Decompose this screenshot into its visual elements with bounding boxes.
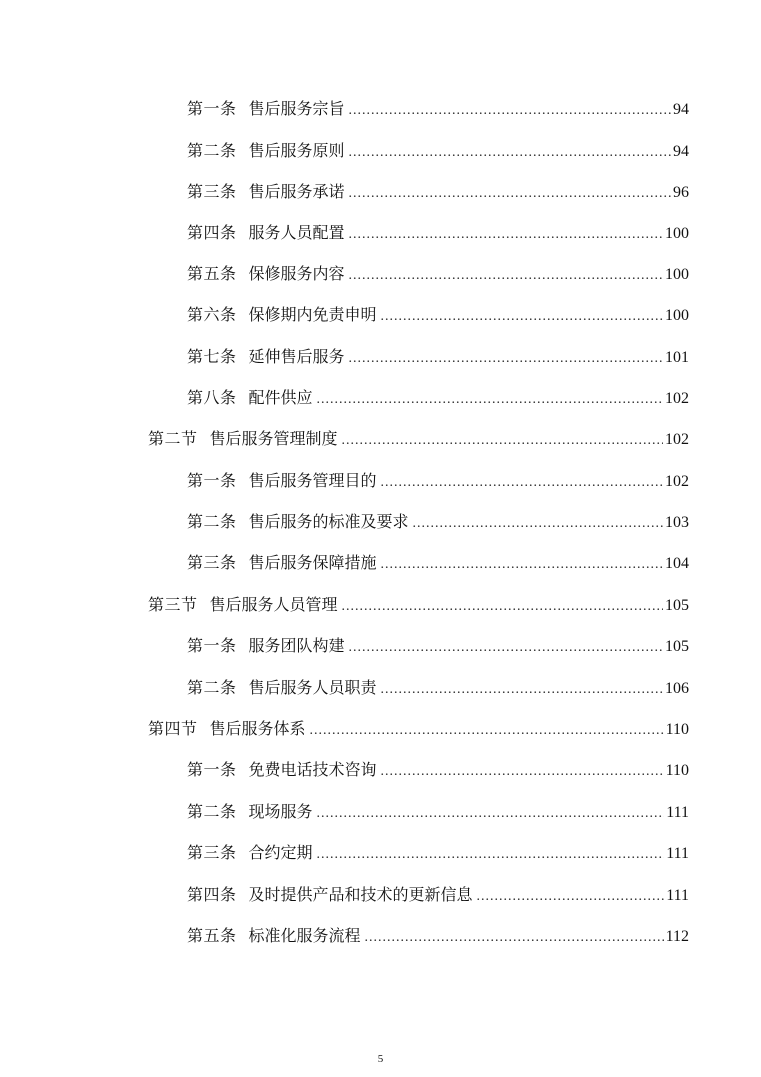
entry-title: 售后服务保障措施 — [248, 553, 377, 572]
toc-entry[interactable] — [187, 218, 689, 248]
dot-leader — [413, 509, 663, 539]
toc-section-entry[interactable] — [148, 714, 689, 744]
toc-entry[interactable] — [187, 631, 689, 661]
entry-page: 106 — [665, 680, 689, 697]
entry-page: 110 — [665, 762, 689, 779]
entry-page: 100 — [665, 266, 689, 283]
dot-leader — [381, 675, 663, 705]
toc-entry[interactable] — [187, 259, 689, 289]
entry-page: 100 — [665, 307, 689, 324]
dot-leader — [477, 882, 665, 912]
entry-page: 105 — [665, 638, 689, 655]
section-number: 第四节 — [148, 719, 198, 738]
dot-leader — [349, 96, 671, 126]
toc-entry[interactable] — [187, 342, 689, 372]
entry-page: 101 — [665, 349, 689, 366]
dot-leader — [381, 757, 664, 787]
entry-page: 96 — [673, 184, 689, 201]
section-number: 第三节 — [148, 595, 198, 614]
entry-page: 94 — [673, 143, 689, 160]
toc-section-entry[interactable] — [148, 590, 689, 620]
toc-entry[interactable] — [187, 838, 689, 868]
dot-leader — [349, 138, 671, 168]
entry-page: 102 — [665, 390, 689, 407]
page-number: 5 — [377, 1053, 384, 1065]
section-title: 售后服务管理制度 — [209, 429, 338, 448]
toc-entry[interactable] — [187, 383, 689, 413]
entry-title: 延伸售后服务 — [248, 347, 345, 366]
toc-entry[interactable] — [187, 466, 689, 496]
entry-number: 第七条 — [187, 347, 237, 366]
entry-title: 保修期内免责申明 — [248, 305, 377, 324]
entry-page: 94 — [673, 101, 689, 118]
entry-title: 售后服务承诺 — [248, 182, 345, 201]
entry-number: 第二条 — [187, 802, 237, 821]
entry-title: 保修服务内容 — [248, 264, 345, 283]
entry-number: 第一条 — [187, 760, 237, 779]
entry-number: 第三条 — [187, 182, 237, 201]
entry-page: 111 — [666, 887, 689, 904]
dot-leader — [349, 261, 663, 291]
entry-title: 售后服务的标准及要求 — [248, 512, 409, 531]
toc-entry[interactable] — [187, 507, 689, 537]
section-title: 售后服务人员管理 — [209, 595, 338, 614]
entry-title: 及时提供产品和技术的更新信息 — [248, 885, 473, 904]
section-number: 第二节 — [148, 429, 198, 448]
entry-number: 第三条 — [187, 843, 237, 862]
entry-number: 第一条 — [187, 471, 237, 490]
dot-leader — [365, 923, 664, 953]
entry-page: 105 — [665, 597, 689, 614]
entry-number: 第四条 — [187, 885, 237, 904]
entry-number: 第二条 — [187, 512, 237, 531]
dot-leader — [349, 179, 671, 209]
entry-title: 售后服务宗旨 — [248, 99, 345, 118]
entry-number: 第三条 — [187, 553, 237, 572]
entry-number: 第一条 — [187, 636, 237, 655]
entry-number: 第五条 — [187, 264, 237, 283]
entry-title: 免费电话技术咨询 — [248, 760, 377, 779]
toc-entry[interactable] — [187, 755, 689, 785]
entry-page: 102 — [665, 431, 689, 448]
entry-page: 111 — [666, 804, 689, 821]
entry-number: 第五条 — [187, 926, 237, 945]
dot-leader — [381, 550, 663, 580]
toc-entry[interactable] — [187, 797, 689, 827]
dot-leader — [381, 468, 663, 498]
entry-title: 标准化服务流程 — [248, 926, 361, 945]
toc-entry[interactable] — [187, 548, 689, 578]
entry-title: 配件供应 — [248, 388, 313, 407]
entry-number: 第二条 — [187, 678, 237, 697]
toc-entry[interactable] — [187, 880, 689, 910]
dot-leader — [342, 426, 663, 456]
entry-number: 第八条 — [187, 388, 237, 407]
toc-section-entry[interactable] — [148, 424, 689, 454]
dot-leader — [381, 302, 663, 332]
entry-number: 第四条 — [187, 223, 237, 242]
entry-title: 服务人员配置 — [248, 223, 345, 242]
entry-title: 售后服务管理目的 — [248, 471, 377, 490]
toc-entry[interactable] — [187, 177, 689, 207]
toc-entry[interactable] — [187, 300, 689, 330]
dot-leader — [310, 716, 664, 746]
entry-title: 服务团队构建 — [248, 636, 345, 655]
entry-page: 111 — [666, 845, 689, 862]
dot-leader — [349, 633, 663, 663]
section-title: 售后服务体系 — [209, 719, 306, 738]
entry-number: 第六条 — [187, 305, 237, 324]
toc-entry[interactable] — [187, 673, 689, 703]
entry-number: 第二条 — [187, 141, 237, 160]
entry-title: 售后服务人员职责 — [248, 678, 377, 697]
entry-number: 第一条 — [187, 99, 237, 118]
entry-title: 售后服务原则 — [248, 141, 345, 160]
toc-entry[interactable] — [187, 136, 689, 166]
entry-page: 110 — [665, 721, 689, 738]
entry-page: 100 — [665, 225, 689, 242]
toc-entry[interactable] — [187, 921, 689, 951]
dot-leader — [342, 592, 663, 622]
entry-page: 103 — [665, 514, 689, 531]
entry-title: 现场服务 — [248, 802, 313, 821]
dot-leader — [317, 385, 663, 415]
entry-page: 104 — [665, 555, 689, 572]
dot-leader — [317, 799, 665, 829]
entry-page: 112 — [665, 928, 689, 945]
dot-leader — [317, 840, 665, 870]
dot-leader — [349, 220, 663, 250]
dot-leader — [349, 344, 663, 374]
entry-page: 102 — [665, 473, 689, 490]
toc-entry[interactable] — [187, 94, 689, 124]
entry-title: 合约定期 — [248, 843, 313, 862]
